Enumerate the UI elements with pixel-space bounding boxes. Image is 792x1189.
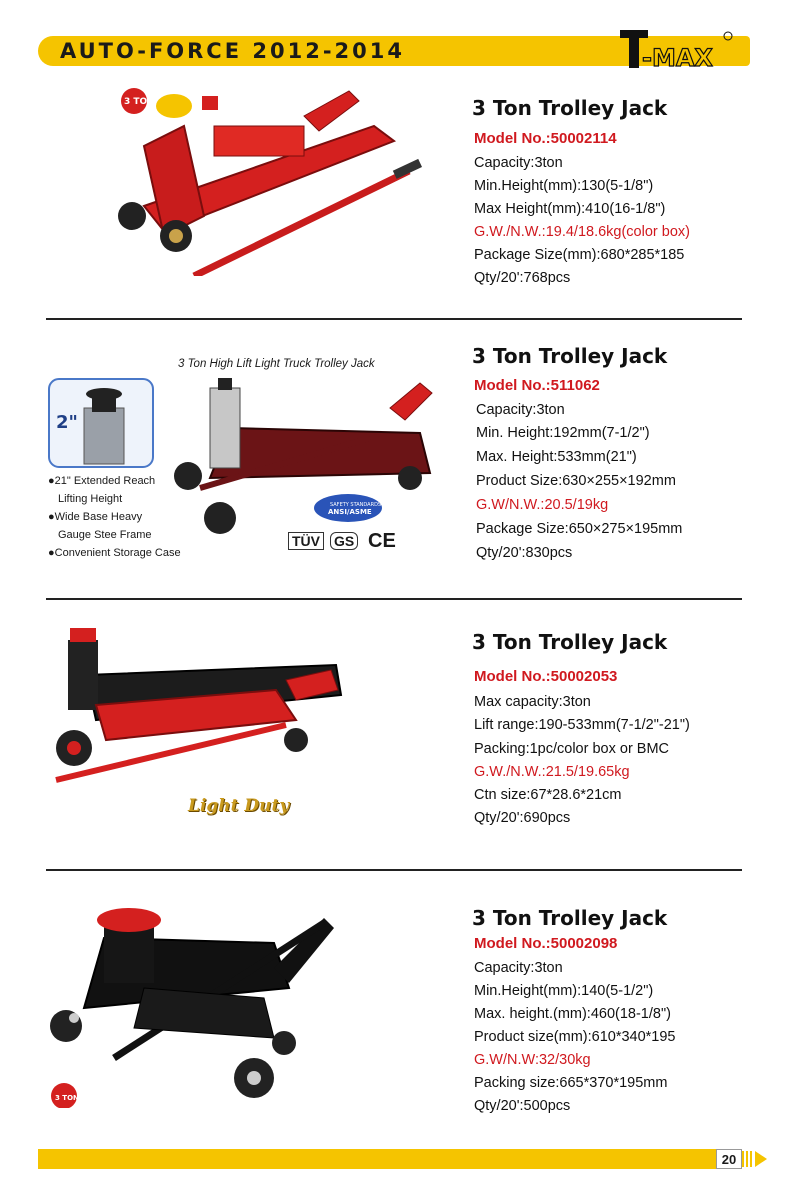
spec-2-max-height: Max. Height:533mm(21") xyxy=(476,449,637,465)
tmax-logo xyxy=(618,26,736,72)
section-divider xyxy=(46,318,742,320)
cert-badge-text: SAFETY STANDARDS xyxy=(330,502,382,508)
section-divider xyxy=(46,598,742,600)
spec-4-capacity: Capacity:3ton xyxy=(474,960,563,976)
model-number-3: Model No.:50002053 xyxy=(474,668,618,685)
ce-mark: CE xyxy=(368,530,396,552)
spec-1-capacity: Capacity:3ton xyxy=(474,155,563,171)
spec-4-min-height: Min.Height(mm):140(5-1/2") xyxy=(474,983,654,999)
section-divider xyxy=(46,869,742,871)
ton-badge-4: 3 TON xyxy=(55,1094,79,1102)
feature-1b: Lifting Height xyxy=(58,493,123,505)
product-title-3: 3 Ton Trolley Jack xyxy=(472,630,668,654)
gs-mark: GS xyxy=(330,532,358,550)
feature-1: ●21" Extended Reach xyxy=(48,475,156,487)
spec-2-qty: Qty/20':830pcs xyxy=(476,545,573,561)
catalog-title: AUTO-FORCE 2012-2014 xyxy=(60,39,405,63)
product-image-jack-2 xyxy=(170,378,445,538)
spec-2-weight: G.W/N.W.:20.5/19kg xyxy=(476,497,609,513)
footer-arrow-icon xyxy=(742,1149,770,1169)
svg-text:ANSI/ASME: ANSI/ASME xyxy=(328,508,372,516)
tuv-mark: TÜV xyxy=(288,532,324,550)
spec-3-weight: G.W./N.W.:21.5/19.65kg xyxy=(474,764,630,780)
spec-4-max-height: Max. height.(mm):460(18-1/8") xyxy=(474,1006,671,1022)
product-caption-2: 3 Ton High Lift Light Truck Trolley Jack xyxy=(178,358,375,370)
spec-1-qty: Qty/20':768pcs xyxy=(474,270,571,286)
spec-1-max-height: Max Height(mm):410(16-1/8") xyxy=(474,201,666,217)
product-title-2: 3 Ton Trolley Jack xyxy=(472,344,668,368)
spec-3-qty: Qty/20':690pcs xyxy=(474,810,571,826)
spec-2-package: Package Size:650×275×195mm xyxy=(476,521,683,537)
spec-4-qty: Qty/20':500pcs xyxy=(474,1098,571,1114)
product-image-jack-1 xyxy=(104,86,424,276)
spec-4-packing-size: Packing size:665*370*195mm xyxy=(474,1075,668,1091)
page-number: 20 xyxy=(716,1149,742,1169)
spec-3-packing: Packing:1pc/color box or BMC xyxy=(474,741,670,757)
model-number-1: Model No.:50002114 xyxy=(474,130,617,147)
svg-text:-MAX: -MAX xyxy=(642,44,713,72)
spec-3-capacity: Max capacity:3ton xyxy=(474,694,591,710)
lift-height-label: 2" xyxy=(56,412,78,433)
spec-4-weight: G.W/N.W:32/30kg xyxy=(474,1052,591,1068)
ton-badge-1: 3 TON xyxy=(124,97,155,107)
footer-bar xyxy=(38,1149,716,1169)
spec-1-min-height: Min.Height(mm):130(5-1/8") xyxy=(474,178,654,194)
light-duty-label: Light Duty xyxy=(188,796,290,816)
spec-3-ctn-size: Ctn size:67*28.6*21cm xyxy=(474,787,622,803)
product-image-jack-3 xyxy=(46,620,346,785)
product-title-4: 3 Ton Trolley Jack xyxy=(472,906,668,930)
feature-3: ●Convenient Storage Case xyxy=(48,547,181,559)
feature-2b: Gauge Stee Frame xyxy=(58,529,152,541)
feature-2: ●Wide Base Heavy xyxy=(48,511,143,523)
spec-1-package: Package Size(mm):680*285*185 xyxy=(474,247,685,263)
spec-3-lift-range: Lift range:190-533mm(7-1/2"-21") xyxy=(474,717,690,733)
spec-4-product-size: Product size(mm):610*340*195 xyxy=(474,1029,676,1045)
model-number-4: Model No.:50002098 xyxy=(474,935,618,952)
spec-2-product-size: Product Size:630×255×192mm xyxy=(476,473,676,489)
product-title-1: 3 Ton Trolley Jack xyxy=(472,96,668,120)
spec-2-capacity: Capacity:3ton xyxy=(476,402,565,418)
model-number-2: Model No.:511062 xyxy=(474,377,600,394)
spec-1-weight: G.W./N.W.:19.4/18.6kg(color box) xyxy=(474,224,690,240)
product-image-jack-4 xyxy=(44,898,344,1108)
spec-2-min-height: Min. Height:192mm(7-1/2") xyxy=(476,425,650,441)
lift-height-inset xyxy=(48,378,154,468)
